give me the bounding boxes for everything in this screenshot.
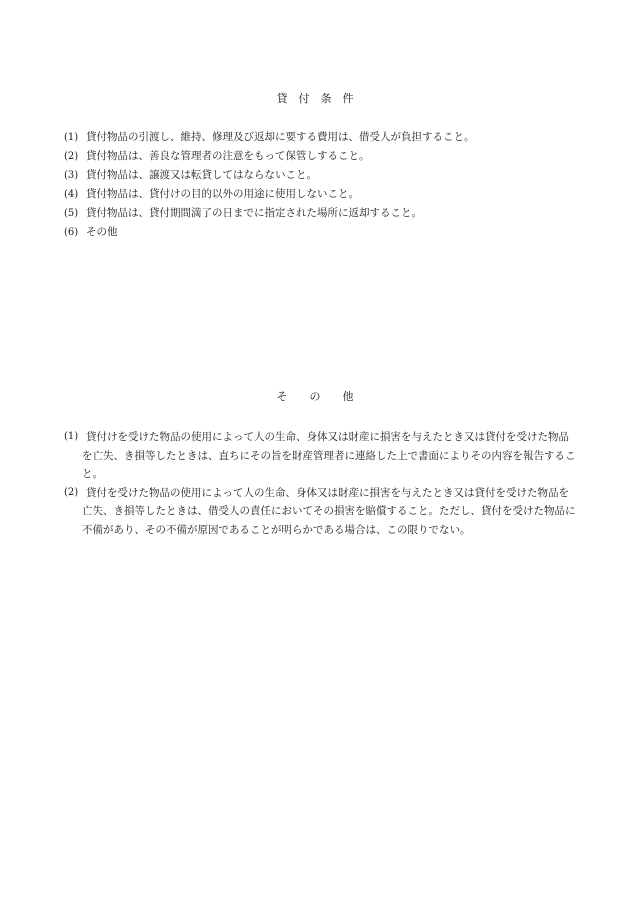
list-item (64, 204, 584, 223)
item-number: (6) (64, 227, 79, 238)
item-number: (1) (64, 132, 79, 143)
conditions-title: 貸 付 条 件 (276, 92, 354, 105)
other-title: そ の 他 (276, 390, 354, 403)
item-number: (3) (64, 170, 79, 181)
item-text: 貸付物品は、善良な管理者の注意をもって保管しすること。 (86, 150, 370, 162)
item-number: (4) (64, 189, 79, 200)
list-item (64, 128, 584, 147)
item-text: 貸付物品は、譲渡又は転貸してはならないこと。 (86, 169, 317, 181)
item-text: 貸付物品の引渡し、維持、修理及び返却に要する費用は、借受人が負担すること。 (86, 131, 475, 143)
item-text: 貸付けを受けた物品の使用によって人の生命、身体又は財産に損害を与えたとき又は貸付を受けた物品を亡失、き損等したときは、直ちにその旨を財産管理者に連絡した上で書面によりその内容を報告すること。 (82, 431, 576, 480)
item-text: その他 (86, 226, 118, 238)
other-list (64, 428, 576, 539)
item-number: (5) (64, 208, 79, 219)
item-number: (2) (64, 486, 79, 498)
list-item (64, 166, 584, 185)
item-text: 貸付物品は、貸付けの目的以外の用途に使用しないこと。 (86, 188, 359, 200)
list-item (64, 223, 584, 242)
list-item (64, 484, 576, 540)
list-item (64, 428, 576, 484)
list-item (64, 147, 584, 166)
item-text: 貸付物品は、貸付期間満了の日までに指定された場所に返却すること。 (86, 207, 422, 219)
list-item (64, 185, 584, 204)
item-text: 貸付を受けた物品の使用によって人の生命、身体又は財産に損害を与えたとき又は貸付を受けた物品を亡失、き損等したときは、借受人の責任においてその損害を賠償すること。ただし、貸付を受けた物品に不備があり、その不備が原因であることが明らかである場合は、この限りでない。 (82, 486, 576, 536)
item-number: (1) (64, 431, 79, 442)
item-number: (2) (64, 151, 79, 162)
conditions-list (64, 128, 584, 242)
